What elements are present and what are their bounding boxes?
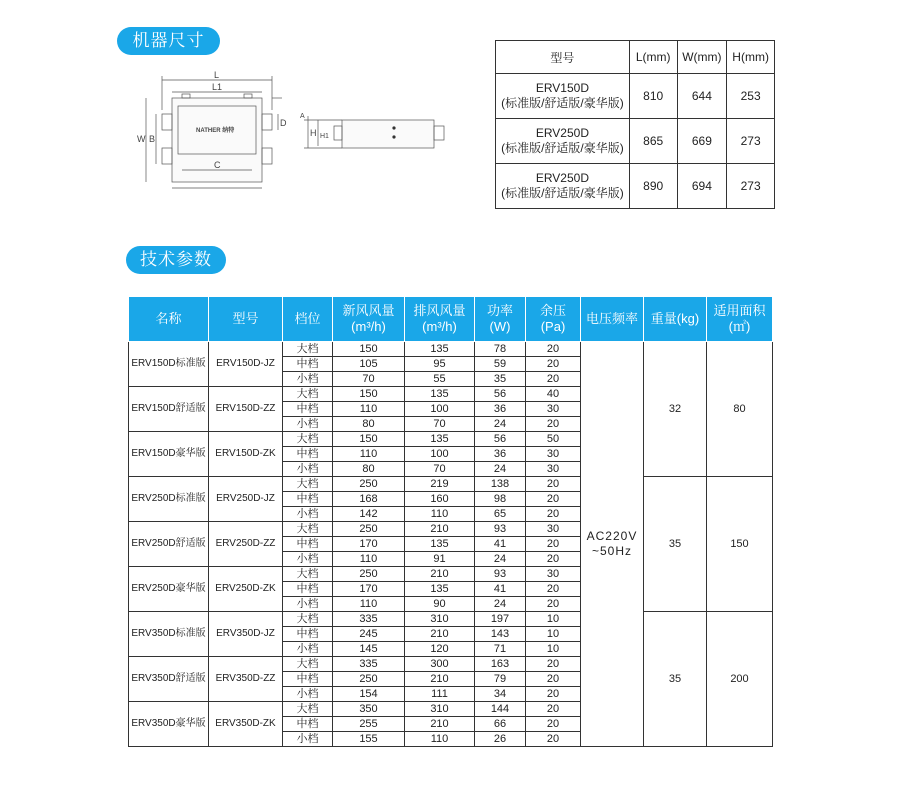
spec-weight-cell: 32: [644, 342, 707, 477]
dim-width-cell: 644: [677, 74, 727, 119]
dim-model-name: ERV150D: [535, 81, 589, 95]
spec-pressure-cell: 20: [526, 417, 581, 432]
spec-pressure-cell: 20: [526, 507, 581, 522]
frequency-value: ~50Hz: [591, 544, 633, 558]
dimension-table: [495, 40, 775, 209]
spec-fresh-cell: 245: [333, 627, 405, 642]
spec-fresh-cell: 154: [333, 687, 405, 702]
dim-model-cell: [496, 164, 630, 209]
spec-model-cell: ERV350D-ZZ: [209, 657, 283, 702]
spec-pressure-cell: 20: [526, 372, 581, 387]
dim-header-model: 型号: [496, 41, 630, 74]
spec-fresh-cell: 110: [333, 597, 405, 612]
spec-exhaust-cell: 111: [405, 687, 475, 702]
spec-fresh-cell: 335: [333, 612, 405, 627]
spec-weight-cell: 35: [644, 612, 707, 747]
spec-gear-cell: 大档: [283, 432, 333, 447]
spec-header-gear: 档位: [283, 297, 333, 342]
spec-exhaust-cell: 300: [405, 657, 475, 672]
spec-power-cell: 93: [475, 522, 526, 537]
spec-fresh-cell: 110: [333, 447, 405, 462]
spec-gear-cell: 大档: [283, 522, 333, 537]
spec-exhaust-cell: 91: [405, 552, 475, 567]
spec-header-fresh-air: 新风风量 (m³/h): [333, 297, 405, 342]
spec-exhaust-cell: 210: [405, 627, 475, 642]
spec-exhaust-cell: 210: [405, 522, 475, 537]
spec-weight-cell: 35: [644, 477, 707, 612]
spec-area-cell: 80: [707, 342, 773, 477]
dim-model-variant: (标准版/舒适版/豪华版): [501, 141, 624, 155]
label-W: W: [137, 134, 146, 144]
spec-pressure-cell: 20: [526, 537, 581, 552]
spec-model-cell: ERV350D-ZK: [209, 702, 283, 747]
voltage-value: AC220V: [586, 529, 638, 543]
spec-fresh-cell: 335: [333, 657, 405, 672]
spec-pressure-cell: 10: [526, 627, 581, 642]
spec-gear-cell: 大档: [283, 477, 333, 492]
spec-gear-cell: 大档: [283, 567, 333, 582]
spec-header-weight: 重量(kg): [644, 297, 707, 342]
spec-power-cell: 24: [475, 462, 526, 477]
spec-area-cell: 200: [707, 612, 773, 747]
spec-name-cell: ERV350D标准版: [129, 612, 209, 657]
spec-pressure-cell: 20: [526, 342, 581, 357]
spec-exhaust-cell: 100: [405, 402, 475, 417]
spec-power-cell: 93: [475, 567, 526, 582]
spec-fresh-cell: 70: [333, 372, 405, 387]
dimension-row: [496, 164, 775, 209]
spec-power-cell: 66: [475, 717, 526, 732]
dimension-row: [496, 119, 775, 164]
spec-pressure-cell: 10: [526, 612, 581, 627]
spec-model-cell: ERV150D-ZZ: [209, 387, 283, 432]
spec-exhaust-cell: 55: [405, 372, 475, 387]
spec-gear-cell: 小档: [283, 687, 333, 702]
dimensions-section-title: 机器尺寸: [117, 27, 220, 55]
spec-fresh-cell: 170: [333, 537, 405, 552]
spec-gear-cell: 中档: [283, 357, 333, 372]
spec-fresh-cell: 155: [333, 732, 405, 747]
tech-specs-section-title: 技术参数: [126, 246, 226, 274]
spec-pressure-cell: 20: [526, 357, 581, 372]
spec-gear-cell: 中档: [283, 672, 333, 687]
spec-gear-cell: 中档: [283, 447, 333, 462]
spec-power-cell: 24: [475, 597, 526, 612]
spec-model-cell: ERV250D-ZK: [209, 567, 283, 612]
spec-fresh-cell: 105: [333, 357, 405, 372]
spec-name-cell: ERV150D舒适版: [129, 387, 209, 432]
spec-name-cell: ERV350D豪华版: [129, 702, 209, 747]
label-H: H: [310, 128, 317, 138]
spec-fresh-cell: 110: [333, 402, 405, 417]
spec-gear-cell: 中档: [283, 627, 333, 642]
spec-fresh-cell: 150: [333, 387, 405, 402]
spec-power-cell: 79: [475, 672, 526, 687]
spec-row: [129, 612, 773, 627]
spec-exhaust-cell: 70: [405, 462, 475, 477]
spec-voltage-cell: [581, 342, 644, 747]
spec-model-cell: ERV150D-JZ: [209, 342, 283, 387]
spec-power-cell: 144: [475, 702, 526, 717]
spec-exhaust-cell: 210: [405, 567, 475, 582]
dimension-header-row: [496, 41, 775, 74]
spec-fresh-cell: 150: [333, 342, 405, 357]
spec-gear-cell: 大档: [283, 387, 333, 402]
spec-exhaust-cell: 160: [405, 492, 475, 507]
spec-pressure-cell: 20: [526, 477, 581, 492]
spec-power-cell: 78: [475, 342, 526, 357]
spec-pressure-cell: 20: [526, 582, 581, 597]
spec-gear-cell: 中档: [283, 717, 333, 732]
spec-exhaust-cell: 210: [405, 717, 475, 732]
spec-power-cell: 24: [475, 417, 526, 432]
dim-model-variant: (标准版/舒适版/豪华版): [501, 186, 624, 200]
spec-fresh-cell: 142: [333, 507, 405, 522]
spec-name-cell: ERV250D舒适版: [129, 522, 209, 567]
dim-width-cell: 694: [677, 164, 727, 209]
spec-power-cell: 138: [475, 477, 526, 492]
spec-gear-cell: 中档: [283, 537, 333, 552]
spec-gear-cell: 大档: [283, 342, 333, 357]
spec-gear-cell: 小档: [283, 642, 333, 657]
spec-pressure-cell: 20: [526, 672, 581, 687]
spec-power-cell: 163: [475, 657, 526, 672]
spec-gear-cell: 小档: [283, 372, 333, 387]
dim-length-cell: 865: [629, 119, 677, 164]
spec-exhaust-cell: 120: [405, 642, 475, 657]
spec-exhaust-cell: 95: [405, 357, 475, 372]
spec-pressure-cell: 20: [526, 492, 581, 507]
spec-exhaust-cell: 70: [405, 417, 475, 432]
dim-model-name: ERV250D: [535, 171, 589, 185]
spec-fresh-cell: 110: [333, 552, 405, 567]
side-view-diagram: [300, 108, 460, 158]
spec-exhaust-cell: 100: [405, 447, 475, 462]
spec-gear-cell: 中档: [283, 402, 333, 417]
label-B: B: [149, 134, 156, 144]
spec-header-model: 型号: [209, 297, 283, 342]
spec-fresh-cell: 255: [333, 717, 405, 732]
spec-power-cell: 143: [475, 627, 526, 642]
spec-header-exhaust-air: 排风风量 (m³/h): [405, 297, 475, 342]
spec-model-cell: ERV250D-JZ: [209, 477, 283, 522]
spec-power-cell: 41: [475, 537, 526, 552]
spec-fresh-cell: 250: [333, 477, 405, 492]
spec-power-cell: 41: [475, 582, 526, 597]
spec-name-cell: ERV350D舒适版: [129, 657, 209, 702]
dim-width-cell: 669: [677, 119, 727, 164]
spec-pressure-cell: 20: [526, 717, 581, 732]
spec-gear-cell: 小档: [283, 732, 333, 747]
spec-gear-cell: 小档: [283, 507, 333, 522]
spec-model-cell: ERV350D-JZ: [209, 612, 283, 657]
spec-exhaust-cell: 135: [405, 582, 475, 597]
spec-fresh-cell: 80: [333, 462, 405, 477]
label-D: D: [280, 118, 287, 128]
spec-exhaust-cell: 210: [405, 672, 475, 687]
spec-fresh-cell: 350: [333, 702, 405, 717]
spec-exhaust-cell: 310: [405, 612, 475, 627]
spec-power-cell: 65: [475, 507, 526, 522]
spec-gear-cell: 小档: [283, 462, 333, 477]
spec-exhaust-cell: 219: [405, 477, 475, 492]
dim-model-variant: (标准版/舒适版/豪华版): [501, 96, 624, 110]
spec-name-cell: ERV250D标准版: [129, 477, 209, 522]
spec-fresh-cell: 145: [333, 642, 405, 657]
spec-exhaust-cell: 110: [405, 732, 475, 747]
spec-fresh-cell: 250: [333, 567, 405, 582]
label-L1: L1: [212, 82, 223, 92]
spec-exhaust-cell: 135: [405, 387, 475, 402]
spec-model-cell: ERV150D-ZK: [209, 432, 283, 477]
spec-power-cell: 98: [475, 492, 526, 507]
spec-power-cell: 56: [475, 387, 526, 402]
spec-gear-cell: 小档: [283, 552, 333, 567]
spec-gear-cell: 中档: [283, 582, 333, 597]
spec-gear-cell: 小档: [283, 417, 333, 432]
spec-power-cell: 35: [475, 372, 526, 387]
spec-name-cell: ERV150D豪华版: [129, 432, 209, 477]
spec-gear-cell: 中档: [283, 492, 333, 507]
spec-name-cell: ERV150D标准版: [129, 342, 209, 387]
spec-header-name: 名称: [129, 297, 209, 342]
spec-pressure-cell: 20: [526, 702, 581, 717]
spec-header-power: 功率 (W): [475, 297, 526, 342]
spec-gear-cell: 大档: [283, 612, 333, 627]
spec-pressure-cell: 10: [526, 642, 581, 657]
spec-exhaust-cell: 135: [405, 537, 475, 552]
dim-height-cell: 273: [727, 119, 775, 164]
dim-model-cell: [496, 119, 630, 164]
dim-model-name: ERV250D: [535, 126, 589, 140]
spec-header-pressure: 余压 (Pa): [526, 297, 581, 342]
spec-gear-cell: 小档: [283, 597, 333, 612]
spec-pressure-cell: 50: [526, 432, 581, 447]
spec-model-cell: ERV250D-ZZ: [209, 522, 283, 567]
spec-power-cell: 34: [475, 687, 526, 702]
dim-height-cell: 273: [727, 164, 775, 209]
spec-gear-cell: 大档: [283, 702, 333, 717]
spec-fresh-cell: 168: [333, 492, 405, 507]
spec-fresh-cell: 250: [333, 522, 405, 537]
spec-power-cell: 36: [475, 447, 526, 462]
spec-area-cell: 150: [707, 477, 773, 612]
spec-fresh-cell: 170: [333, 582, 405, 597]
spec-power-cell: 56: [475, 432, 526, 447]
spec-gear-cell: 大档: [283, 657, 333, 672]
spec-power-cell: 26: [475, 732, 526, 747]
brand-logo: NATHER 纳特: [196, 128, 235, 134]
spec-pressure-cell: 30: [526, 462, 581, 477]
spec-name-cell: ERV250D豪华版: [129, 567, 209, 612]
spec-power-cell: 24: [475, 552, 526, 567]
dim-header-L: L(mm): [629, 41, 677, 74]
spec-pressure-cell: 20: [526, 687, 581, 702]
spec-header-voltage: 电压频率: [581, 297, 644, 342]
spec-pressure-cell: 30: [526, 522, 581, 537]
dim-height-cell: 253: [727, 74, 775, 119]
spec-exhaust-cell: 110: [405, 507, 475, 522]
spec-exhaust-cell: 135: [405, 432, 475, 447]
label-A: A: [300, 113, 305, 120]
spec-power-cell: 197: [475, 612, 526, 627]
spec-exhaust-cell: 310: [405, 702, 475, 717]
spec-pressure-cell: 20: [526, 657, 581, 672]
spec-pressure-cell: 20: [526, 552, 581, 567]
label-C: C: [214, 160, 221, 170]
spec-header-row: [129, 297, 773, 342]
dim-header-H: H(mm): [727, 41, 775, 74]
label-H1: H1: [320, 133, 329, 140]
dimension-row: [496, 74, 775, 119]
spec-row: [129, 342, 773, 357]
dim-header-W: W(mm): [677, 41, 727, 74]
spec-power-cell: 71: [475, 642, 526, 657]
spec-header-area: 适用面积 (㎡): [707, 297, 773, 342]
spec-power-cell: 36: [475, 402, 526, 417]
spec-exhaust-cell: 135: [405, 342, 475, 357]
top-view-diagram: [134, 70, 294, 195]
spec-exhaust-cell: 90: [405, 597, 475, 612]
dim-model-cell: [496, 74, 630, 119]
spec-fresh-cell: 80: [333, 417, 405, 432]
spec-power-cell: 59: [475, 357, 526, 372]
spec-fresh-cell: 250: [333, 672, 405, 687]
label-L: L: [214, 70, 220, 80]
spec-pressure-cell: 20: [526, 597, 581, 612]
tech-spec-table: [128, 296, 773, 747]
spec-pressure-cell: 30: [526, 447, 581, 462]
spec-pressure-cell: 20: [526, 732, 581, 747]
spec-fresh-cell: 150: [333, 432, 405, 447]
dim-length-cell: 810: [629, 74, 677, 119]
spec-pressure-cell: 40: [526, 387, 581, 402]
spec-pressure-cell: 30: [526, 402, 581, 417]
spec-row: [129, 477, 773, 492]
spec-pressure-cell: 30: [526, 567, 581, 582]
dim-length-cell: 890: [629, 164, 677, 209]
